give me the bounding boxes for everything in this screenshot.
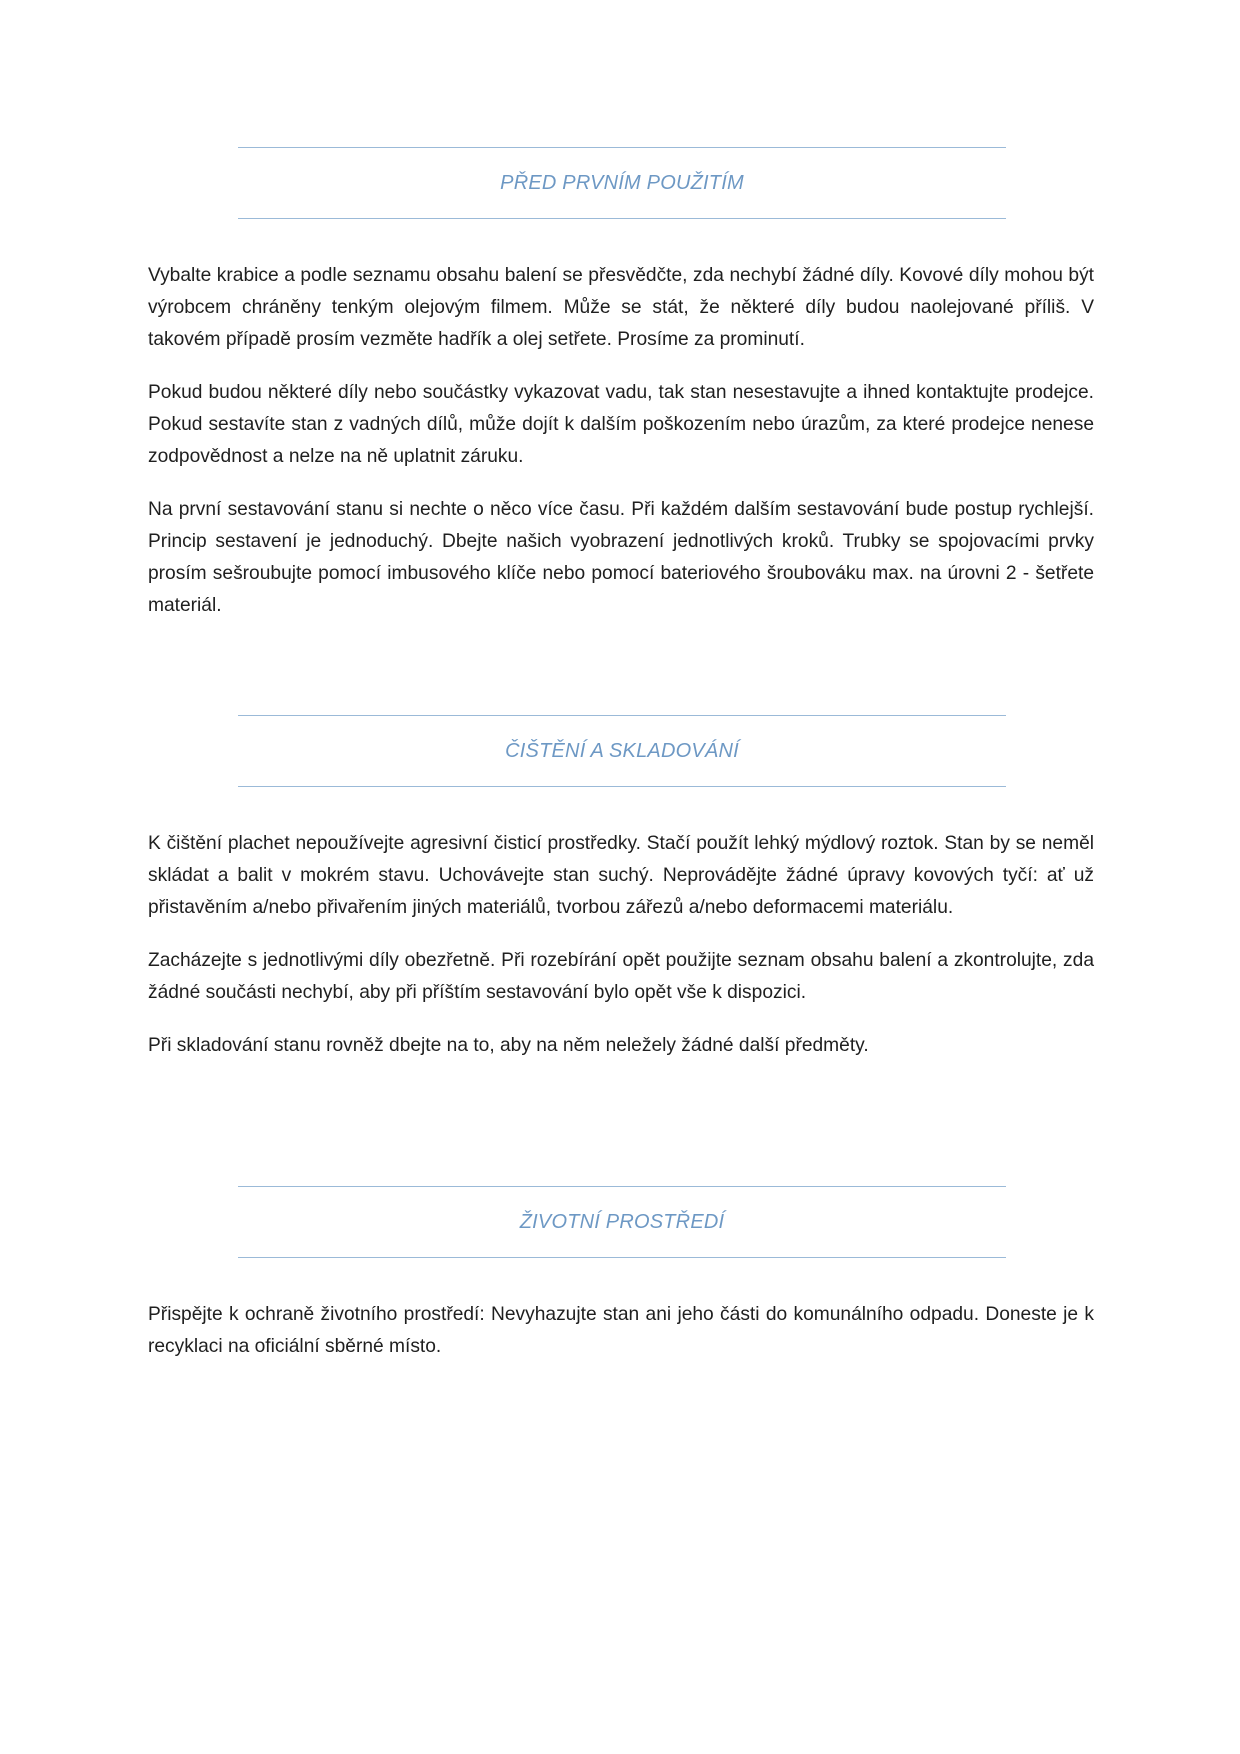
heading-rule-bottom — [238, 786, 1006, 787]
paragraph: K čištění plachet nepoužívejte agresivní čisticí prostředky. Stačí použít lehký mýdlový roztok. Stan by se neměl skládat a balit v mokrém stavu. Uchovávejte stan suchý. Neprovádějte žádné úpravy kovových tyčí: ať už přistavěním a/nebo přivařením jiných materiálů, tvorbou zářezů a/nebo deformacemi materiálu. — [148, 833, 1094, 918]
paragraph: Při skladování stanu rovněž dbejte na to, aby na něm neležely žádné další předměty. — [148, 1035, 869, 1056]
section-body-cleaning-storage — [148, 828, 1094, 1083]
paragraph: Pokud budou některé díly nebo součástky vykazovat vadu, tak stan nesestavujte a ihned kontaktujte prodejce. Pokud sestavíte stan z vadných dílů, může dojít k dalším poškozením nebo úrazům, za které prodejce nenese zodpovědnost a nelze na ně uplatnit záruku. — [148, 382, 1094, 467]
heading-rule-bottom — [238, 218, 1006, 219]
paragraph: Zacházejte s jednotlivými díly obezřetně. Při rozebírání opět použijte seznam obsahu balení a zkontrolujte, zda žádné součásti nechybí, aby při příštím sestavování bylo opět vše k dispozici. — [148, 950, 1094, 1003]
paragraph: Vybalte krabice a podle seznamu obsahu balení se přesvědčte, zda nechybí žádné díly. Kovové díly mohou být výrobcem chráněny tenkým olejovým filmem. Může se stát, že některé díly budou naolejované příliš. V takovém případě prosím vezměte hadřík a olej setřete. Prosíme za prominutí. — [148, 265, 1094, 350]
section-title: ČIŠTĚNÍ A SKLADOVÁNÍ — [505, 740, 739, 762]
section-body-before-first-use — [148, 260, 1094, 643]
paragraph: Na první sestavování stanu si nechte o něco více času. Při každém dalším sestavování bude postup rychlejší. Princip sestavení je jednoduchý. Dbejte našich vyobrazení jednotlivých kroků. Trubky se spojovacími prvky prosím sešroubujte pomocí imbusového klíče nebo pomocí bateriového šroubováku max. na úrovni 2 - šetřete materiál. — [148, 499, 1094, 616]
section-heading-cleaning-storage — [238, 715, 1006, 787]
section-heading-before-first-use — [238, 147, 1006, 219]
heading-rule-top — [238, 147, 1006, 148]
heading-rule-top — [238, 715, 1006, 716]
section-title: PŘED PRVNÍM POUŽITÍM — [500, 172, 744, 194]
heading-rule-bottom — [238, 1257, 1006, 1258]
paragraph: Přispějte k ochraně životního prostředí: Nevyhazujte stan ani jeho části do komunálního odpadu. Doneste je k recyklaci na oficiální sběrné místo. — [148, 1304, 1094, 1357]
section-title: ŽIVOTNÍ PROSTŘEDÍ — [519, 1211, 725, 1233]
section-body-environment — [148, 1299, 1094, 1384]
section-heading-environment — [238, 1186, 1006, 1258]
heading-rule-top — [238, 1186, 1006, 1187]
